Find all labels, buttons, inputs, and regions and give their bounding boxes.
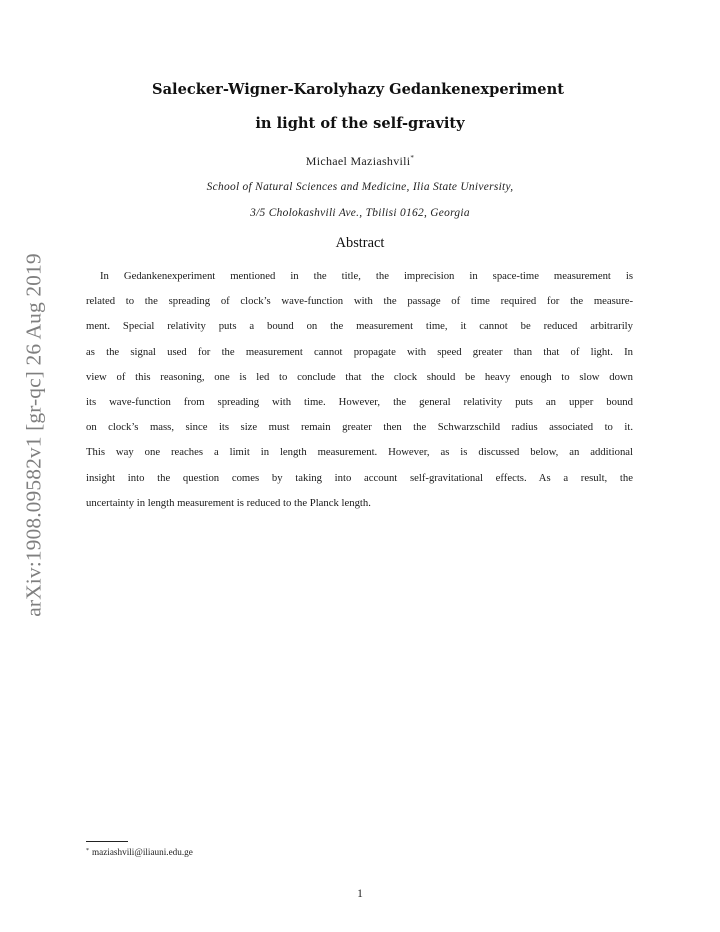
footnote-rule: [86, 841, 128, 842]
abstract-line: In Gedankenexperiment mentioned in the title, the imprecision in space-time measurement is: [100, 270, 633, 282]
author-footnote-marker: *: [410, 154, 415, 162]
footnote: [86, 847, 193, 857]
abstract-line: as the signal used for the measurement cannot propagate with speed greater than that of light. In: [86, 345, 633, 358]
abstract-line: view of this reasoning, one is led to conclude that the clock should be heavy enough to slow down: [86, 370, 633, 383]
page-number: 1: [357, 888, 363, 900]
abstract-heading: Abstract: [335, 235, 385, 251]
paper-title-line-1: Salecker-Wigner-Karolyhazy Gedankenexperiment: [152, 81, 564, 98]
arxiv-identifier-stamp: arXiv:1908.09582v1 [gr-qc] 26 Aug 2019: [21, 253, 46, 617]
paper-title-line-2: in light of the self-gravity: [255, 115, 465, 132]
author-name-text: Michael Maziashvili: [305, 154, 411, 168]
abstract-line: ment. Special relativity puts a bound on the measurement time, it cannot be reduced arbitrarily: [86, 320, 633, 333]
abstract-line: on clock’s mass, since its size must remain greater then the Schwarzschild radius associated to it.: [86, 421, 633, 434]
affiliation-line-1: School of Natural Sciences and Medicine, Ilia State University,: [206, 181, 514, 193]
author-name: [0, 154, 720, 169]
abstract-line: related to the spreading of clock’s wave-function with the passage of time required for the measure-: [86, 295, 633, 308]
abstract-line: uncertainty in length measurement is reduced to the Planck length.: [86, 496, 371, 509]
affiliation-line-2: 3/5 Cholokashvili Ave., Tbilisi 0162, Georgia: [250, 207, 470, 219]
abstract-line: This way one reaches a limit in length measurement. However, as is discussed below, an additional: [86, 446, 633, 459]
abstract-line: insight into the question comes by taking into account self-gravitational effects. As a result, the: [86, 471, 633, 484]
footnote-marker: *: [86, 848, 89, 854]
abstract-body: [86, 264, 633, 516]
footnote-email-link[interactable]: maziashvili@iliauni.edu.ge: [92, 847, 193, 857]
abstract-line: its wave-function from spreading with time. However, the general relativity puts an upper bound: [86, 396, 633, 409]
